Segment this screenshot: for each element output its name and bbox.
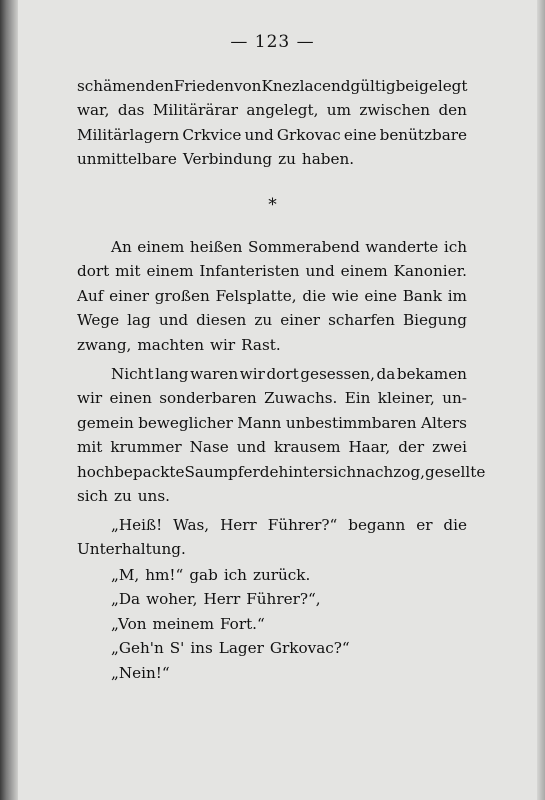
text-line: Militärlagern Crkvice und Grkovac eine benützbare xyxy=(77,125,467,144)
paragraph-1 xyxy=(77,74,467,172)
text-line: war, das Militärärar angelegt, um zwischen den xyxy=(77,101,467,120)
text-line: zwang, machten wir Rast. xyxy=(77,335,281,354)
dialogue-lines xyxy=(77,563,467,685)
text-line: „Nein!“ xyxy=(111,663,170,682)
text-line: „Heiß! Was, Herr Führer?“ begann er die xyxy=(111,516,467,534)
text-line: mit krummer Nase und krausem Haar, der zwei xyxy=(77,438,467,457)
text-line: dort mit einem Infanteristen und einem Kanonier. xyxy=(77,262,467,281)
text-line: unmittelbare Verbindung zu haben. xyxy=(77,150,355,169)
text-line: An einem heißen Sommerabend wanderte ich xyxy=(111,238,467,256)
paragraph-3 xyxy=(77,362,486,508)
text-line: „M, hm!“ gab ich zurück. xyxy=(111,566,311,584)
text-line: Unterhaltung. xyxy=(77,540,186,559)
section-separator: * xyxy=(268,195,277,215)
text-line: „Von meinem Fort.“ xyxy=(111,614,265,633)
text-line: gemein beweglicher Mann unbestimmbaren Alters xyxy=(77,413,467,432)
text-line: schämenden Frieden von Knezlac endgültig beigelegt xyxy=(77,77,468,95)
text-line: Auf einer großen Felsplatte, die wie eine Bank im xyxy=(77,286,467,305)
paragraph-2 xyxy=(77,235,467,357)
text-line: „Geh'n S' ins Lager Grkovac?“ xyxy=(111,639,350,658)
text-line: „Da woher, Herr Führer?“, xyxy=(111,590,321,609)
page-number: — 123 — xyxy=(230,32,315,52)
paragraph-4 xyxy=(77,513,467,562)
text-line: wir einen sonderbaren Zuwachs. Ein kleiner, un- xyxy=(77,389,467,408)
text-line: sich zu uns. xyxy=(77,486,170,505)
text-line: Wege lag und diesen zu einer scharfen Biegung xyxy=(77,311,467,330)
text-line: hochbepackte Saumpferde hinter sich nachzog, gesellte xyxy=(77,462,486,481)
text-line: Nicht lang waren wir dort gesessen, da bekamen xyxy=(111,365,467,383)
binding-shadow xyxy=(0,0,18,800)
page-edge xyxy=(537,0,545,800)
